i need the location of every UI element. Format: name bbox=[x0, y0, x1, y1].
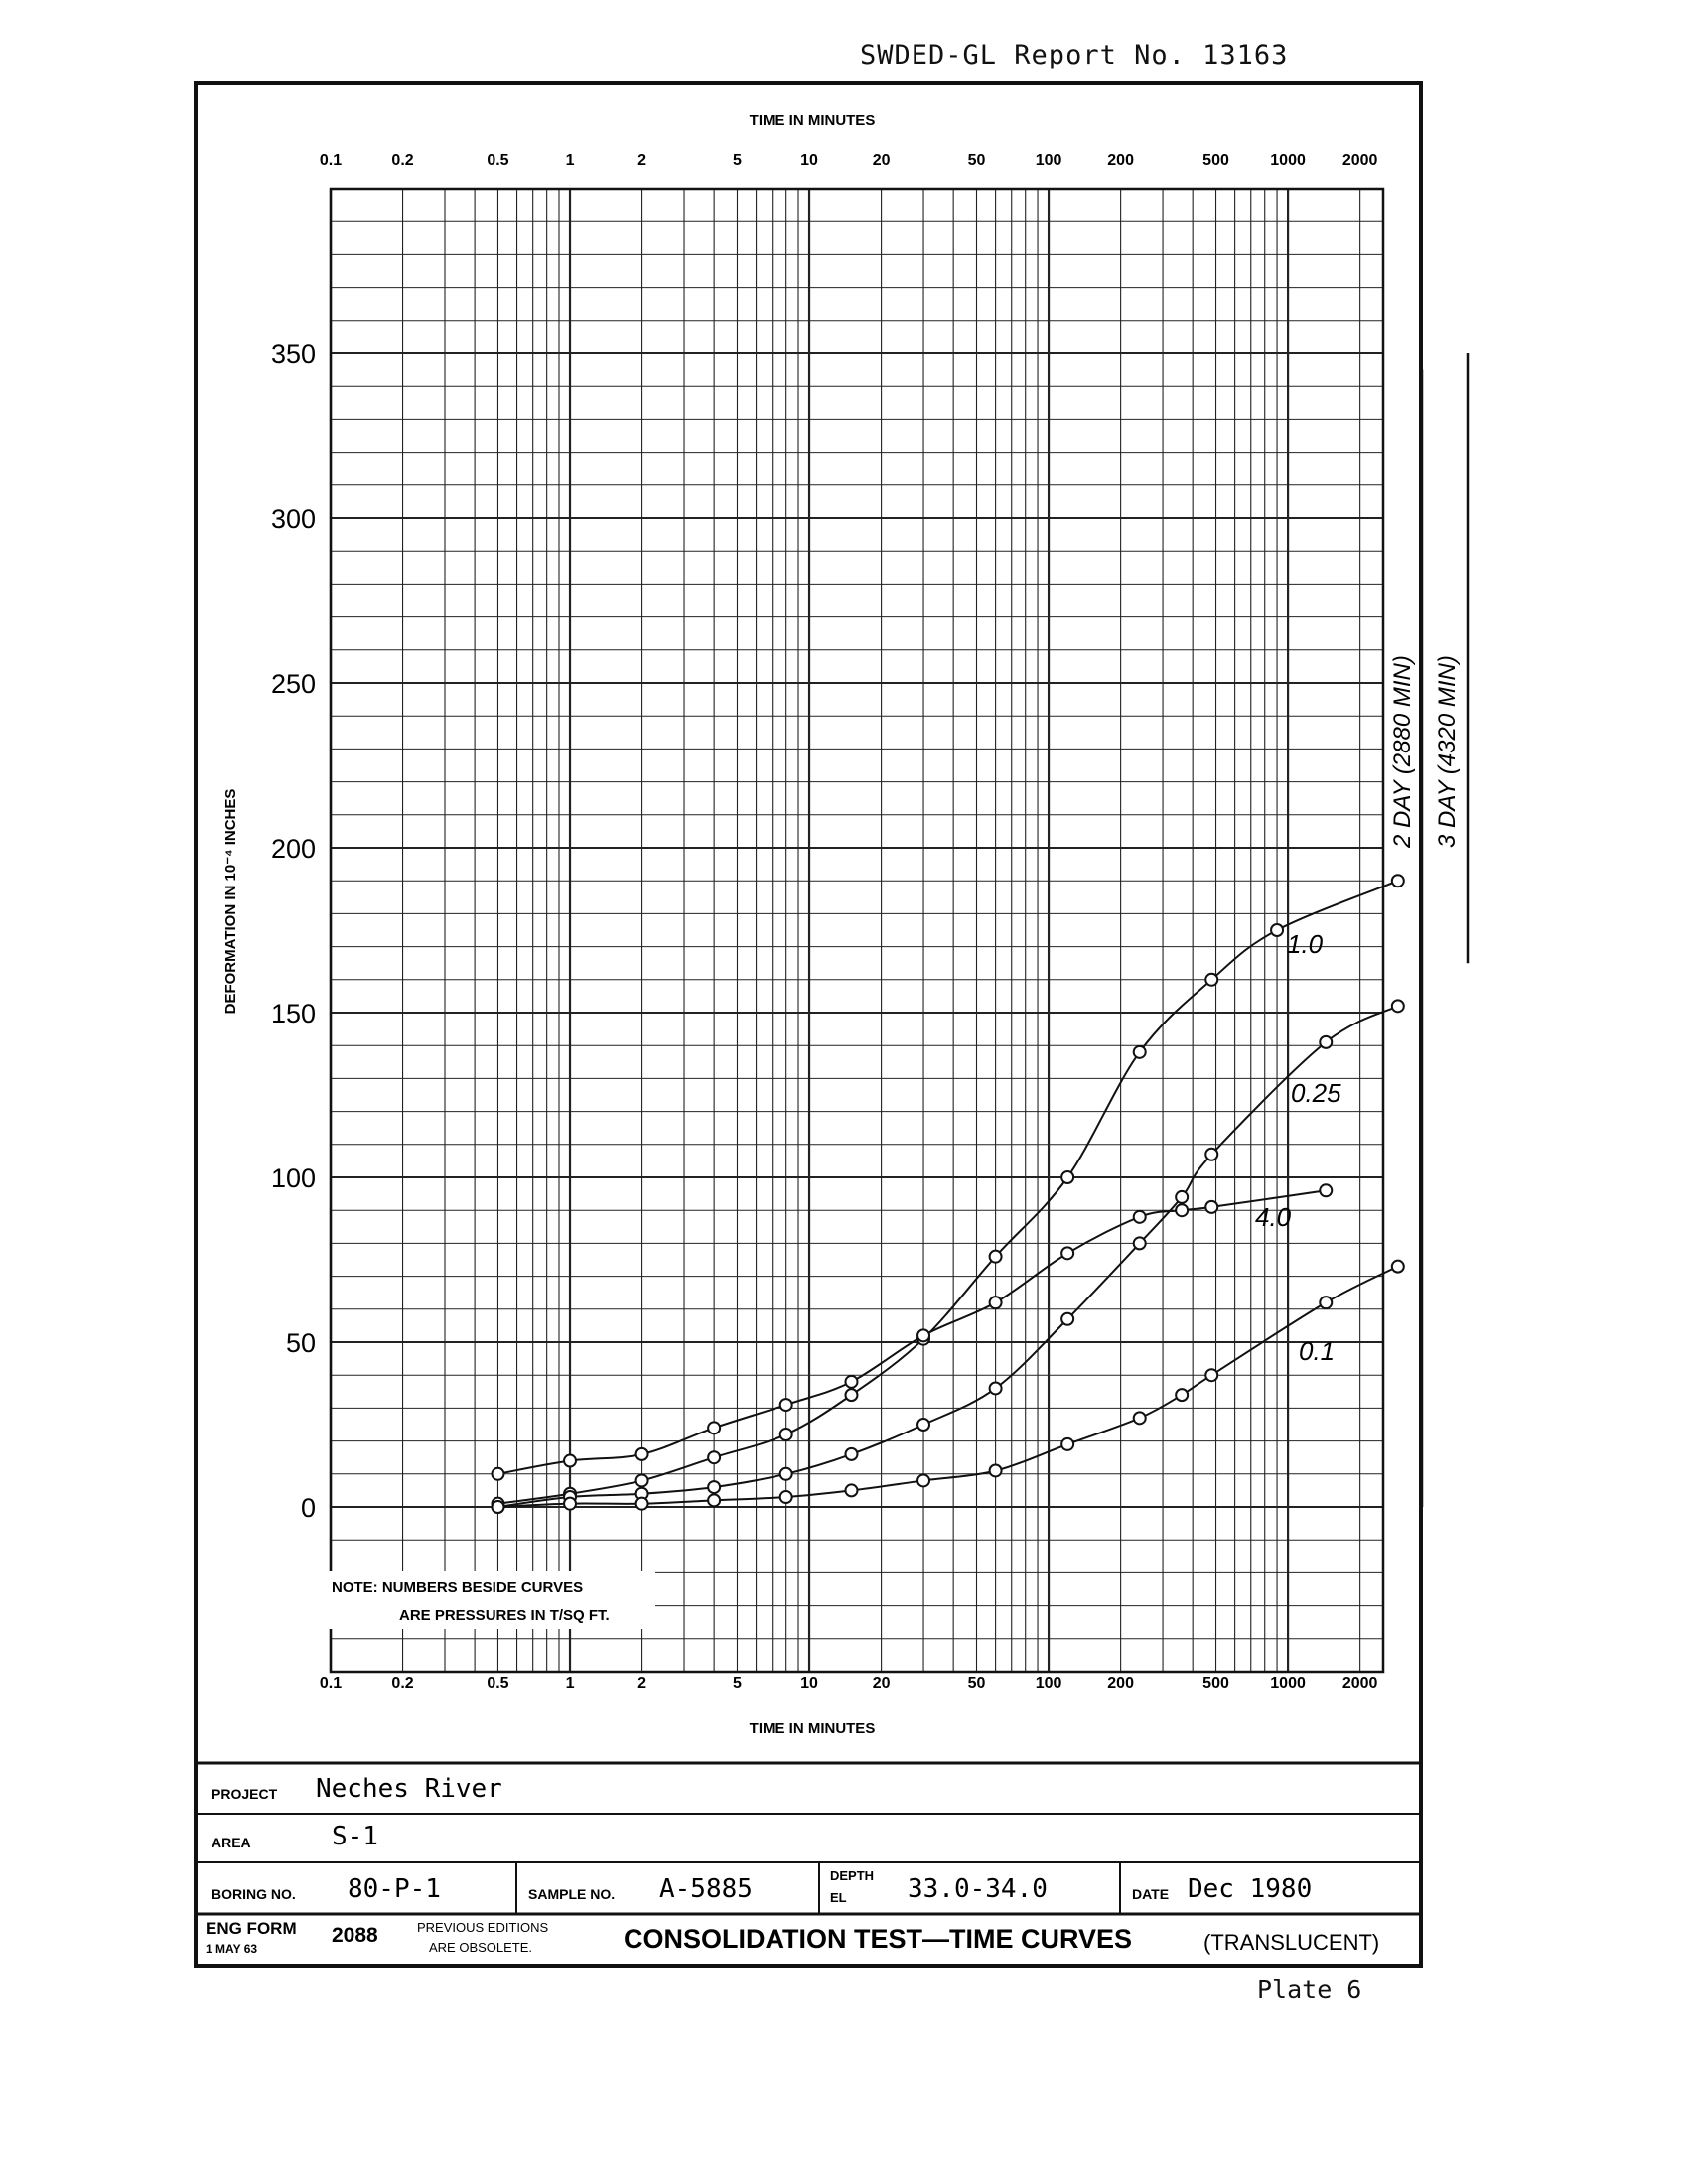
x-tick-label-top: 100 bbox=[1035, 152, 1062, 169]
x-tick-label-bottom: 2000 bbox=[1341, 1675, 1378, 1692]
x-tick-label-bottom: 0.2 bbox=[391, 1675, 414, 1692]
data-point-1.0 bbox=[1061, 1171, 1073, 1183]
x-tick-label-top: 10 bbox=[800, 152, 818, 169]
y-axis-title: DEFORMATION IN 10⁻⁴ INCHES bbox=[222, 788, 239, 1015]
reference-lines bbox=[1389, 353, 1468, 1507]
data-point-4.0 bbox=[1134, 1211, 1146, 1223]
y-tick-label: 150 bbox=[270, 999, 316, 1028]
data-point-0.1 bbox=[492, 1501, 503, 1513]
boring-value: 80-P-1 bbox=[348, 1874, 441, 1904]
data-point-4.0 bbox=[990, 1297, 1002, 1308]
form-date: 1 MAY 63 bbox=[206, 1942, 258, 1956]
project-value: Neches River bbox=[316, 1774, 502, 1804]
depth-value: 33.0-34.0 bbox=[908, 1874, 1048, 1904]
data-point-1.0 bbox=[1392, 875, 1404, 887]
x-tick-label-top: 50 bbox=[967, 152, 986, 169]
data-point-4.0 bbox=[917, 1329, 929, 1341]
y-tick-label: 200 bbox=[270, 834, 316, 864]
title-block bbox=[196, 1763, 1421, 1956]
x-tick-label-top: 2 bbox=[637, 152, 647, 169]
note-line-2: ARE PRESSURES IN T/SQ FT. bbox=[399, 1607, 610, 1624]
x-tick-label-bottom: 100 bbox=[1035, 1675, 1062, 1692]
y-tick-label: 50 bbox=[285, 1328, 316, 1358]
sample-label: SAMPLE NO. bbox=[528, 1886, 616, 1902]
previous-editions-1: PREVIOUS EDITIONS bbox=[417, 1920, 549, 1935]
data-point-1.0 bbox=[1271, 924, 1283, 936]
data-point-4.0 bbox=[1176, 1204, 1188, 1216]
note-line-1: NOTE: NUMBERS BESIDE CURVES bbox=[332, 1579, 584, 1596]
data-point-0.1 bbox=[917, 1474, 929, 1486]
data-point-0.25 bbox=[990, 1382, 1002, 1394]
x-tick-label-top: 5 bbox=[733, 152, 742, 169]
data-point-0.25 bbox=[1061, 1313, 1073, 1325]
x-tick-label-top: 0.2 bbox=[391, 152, 414, 169]
data-point-1.0 bbox=[708, 1451, 720, 1463]
x-tick-label-bottom: 10 bbox=[800, 1675, 818, 1692]
data-point-4.0 bbox=[845, 1376, 857, 1388]
form-title: CONSOLIDATION TEST—TIME CURVES bbox=[624, 1924, 1133, 1954]
area-label: AREA bbox=[212, 1835, 251, 1850]
data-point-1.0 bbox=[990, 1251, 1002, 1263]
eng-form-label: ENG FORM bbox=[206, 1919, 297, 1938]
x-tick-label-bottom: 0.1 bbox=[319, 1675, 343, 1692]
data-point-4.0 bbox=[636, 1448, 648, 1460]
y-tick-label: 350 bbox=[270, 340, 316, 369]
y-tick-label: 0 bbox=[300, 1493, 316, 1523]
y-tick-label: 100 bbox=[270, 1163, 316, 1193]
plate-number: Plate 6 bbox=[1257, 1976, 1362, 2004]
data-point-0.1 bbox=[1061, 1438, 1073, 1450]
data-point-0.25 bbox=[708, 1481, 720, 1493]
data-point-0.1 bbox=[636, 1498, 648, 1510]
data-point-4.0 bbox=[780, 1399, 792, 1411]
el-label: EL bbox=[830, 1890, 847, 1905]
x-tick-label-top: 1 bbox=[565, 152, 575, 169]
data-point-1.0 bbox=[845, 1389, 857, 1401]
x-tick-label-bottom: 1 bbox=[565, 1675, 575, 1692]
report-number: SWDED-GL Report No. 13163 bbox=[860, 40, 1289, 70]
data-point-0.25 bbox=[1320, 1036, 1332, 1048]
curve-1.0 bbox=[497, 881, 1397, 1503]
sample-value: A-5885 bbox=[659, 1874, 753, 1904]
data-point-4.0 bbox=[1205, 1201, 1217, 1213]
plot-frame bbox=[331, 189, 1383, 1672]
previous-editions-2: ARE OBSOLETE. bbox=[429, 1940, 533, 1955]
data-point-0.1 bbox=[780, 1491, 792, 1503]
translucent-label: (TRANSLUCENT) bbox=[1203, 1930, 1380, 1955]
x-tick-label-bottom: 5 bbox=[733, 1675, 742, 1692]
x-tick-label-top: 20 bbox=[872, 152, 891, 169]
x-tick-label-bottom: 0.5 bbox=[487, 1675, 509, 1692]
curve-0.25 bbox=[497, 1006, 1397, 1507]
x-tick-label-bottom: 200 bbox=[1107, 1675, 1134, 1692]
curve-label-1.0: 1.0 bbox=[1287, 929, 1324, 959]
data-point-0.1 bbox=[1320, 1297, 1332, 1308]
curve-0.1 bbox=[497, 1267, 1397, 1507]
reference-label: 2 DAY (2880 MIN) bbox=[1389, 655, 1416, 848]
data-point-0.1 bbox=[1392, 1261, 1404, 1273]
depth-label: DEPTH bbox=[830, 1868, 875, 1883]
x-tick-label-top: 1000 bbox=[1270, 152, 1306, 169]
data-point-0.25 bbox=[917, 1419, 929, 1431]
data-point-0.1 bbox=[990, 1464, 1002, 1476]
curve-label-4.0: 4.0 bbox=[1255, 1202, 1292, 1232]
chart-curves bbox=[492, 875, 1403, 1513]
data-point-4.0 bbox=[708, 1422, 720, 1433]
y-tick-label: 250 bbox=[270, 669, 316, 699]
x-tick-label-top: 0.5 bbox=[487, 152, 509, 169]
x-tick-label-top: 500 bbox=[1202, 152, 1229, 169]
data-point-0.1 bbox=[1176, 1389, 1188, 1401]
data-point-1.0 bbox=[636, 1474, 648, 1486]
data-point-0.1 bbox=[708, 1494, 720, 1506]
data-point-0.1 bbox=[564, 1498, 576, 1510]
x-tick-label-top: 0.1 bbox=[319, 152, 343, 169]
x-tick-label-top: 200 bbox=[1107, 152, 1134, 169]
reference-label: 3 DAY (4320 MIN) bbox=[1434, 655, 1461, 848]
data-point-4.0 bbox=[564, 1455, 576, 1467]
data-point-0.1 bbox=[1205, 1369, 1217, 1381]
data-point-0.25 bbox=[1176, 1191, 1188, 1203]
data-point-4.0 bbox=[1061, 1247, 1073, 1259]
curve-label-0.25: 0.25 bbox=[1291, 1078, 1341, 1108]
data-point-0.1 bbox=[1134, 1412, 1146, 1424]
x-tick-label-bottom: 20 bbox=[872, 1675, 891, 1692]
x-tick-label-bottom: 2 bbox=[637, 1675, 647, 1692]
data-point-0.1 bbox=[845, 1484, 857, 1496]
axis-labels bbox=[271, 152, 1378, 1692]
date-value: Dec 1980 bbox=[1188, 1874, 1313, 1904]
curve-4.0 bbox=[497, 1190, 1326, 1474]
project-label: PROJECT bbox=[212, 1786, 278, 1802]
x-tick-label-top: 2000 bbox=[1341, 152, 1378, 169]
data-point-0.25 bbox=[1134, 1237, 1146, 1249]
data-point-1.0 bbox=[1134, 1046, 1146, 1058]
area-value: S-1 bbox=[332, 1822, 378, 1851]
data-point-0.25 bbox=[845, 1448, 857, 1460]
data-point-4.0 bbox=[492, 1468, 503, 1480]
x-tick-label-bottom: 500 bbox=[1202, 1675, 1229, 1692]
y-tick-label: 300 bbox=[270, 504, 316, 534]
data-point-1.0 bbox=[1205, 974, 1217, 986]
boring-label: BORING NO. bbox=[212, 1886, 296, 1902]
data-point-0.25 bbox=[1392, 1000, 1404, 1012]
data-point-4.0 bbox=[1320, 1184, 1332, 1196]
bottom-axis-title: TIME IN MINUTES bbox=[749, 1720, 876, 1737]
chart-grid bbox=[331, 189, 1383, 1672]
curve-label-0.1: 0.1 bbox=[1299, 1336, 1336, 1366]
data-point-0.25 bbox=[1205, 1149, 1217, 1160]
x-tick-label-bottom: 50 bbox=[967, 1675, 986, 1692]
top-axis-title: TIME IN MINUTES bbox=[749, 112, 876, 129]
x-tick-label-bottom: 1000 bbox=[1270, 1675, 1306, 1692]
date-label: DATE bbox=[1132, 1886, 1170, 1902]
data-point-1.0 bbox=[780, 1429, 792, 1440]
data-point-0.25 bbox=[780, 1468, 792, 1480]
form-number: 2088 bbox=[332, 1924, 378, 1947]
